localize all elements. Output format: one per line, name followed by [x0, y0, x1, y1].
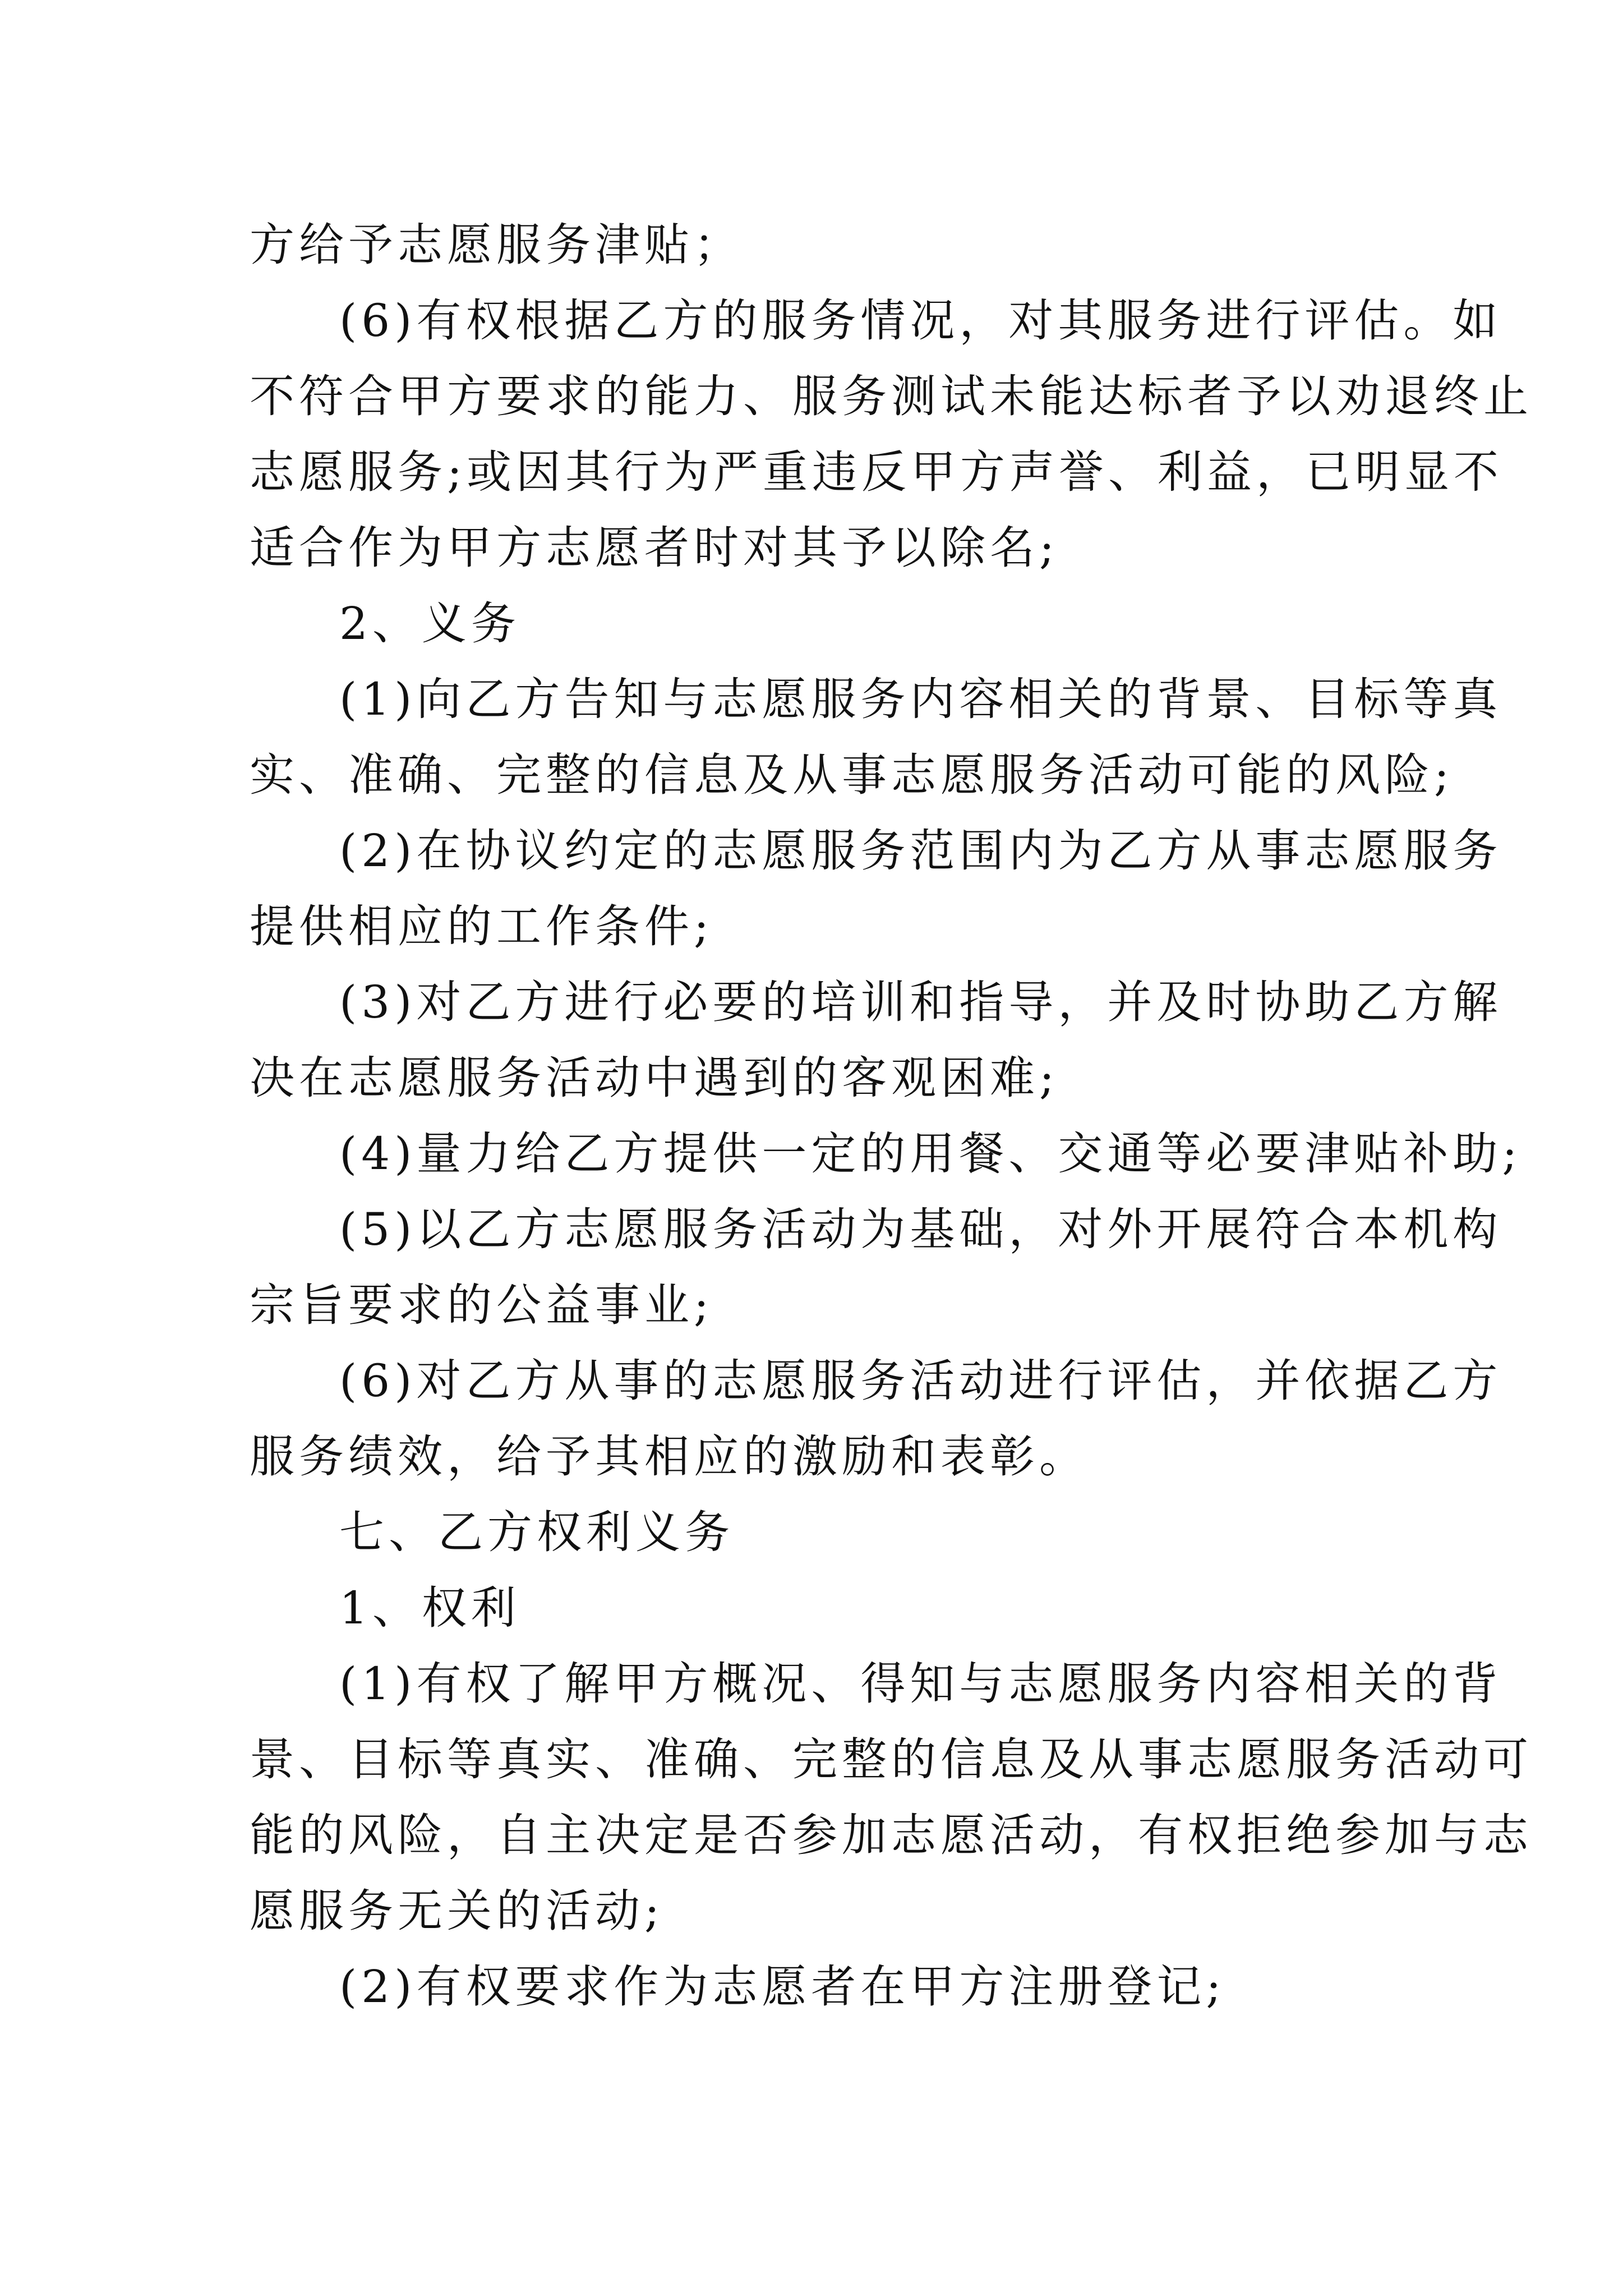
text-line: 提供相应的工作条件; — [250, 900, 713, 953]
section-heading: 七、乙方权利义务 — [339, 1506, 734, 1558]
text-line: (6)对乙方从事的志愿服务活动进行评估，并依据乙方 — [339, 1355, 1502, 1407]
text-line: (2)有权要求作为志愿者在甲方注册登记; — [339, 1961, 1226, 2013]
text-line: 志愿服务;或因其行为严重违反甲方声誉、利益，已明显不 — [250, 446, 1503, 498]
text-line: 不符合甲方要求的能力、服务测试未能达标者予以劝退终止 — [250, 370, 1533, 422]
text-line: 适合作为甲方志愿者时对其予以除名; — [250, 522, 1059, 574]
text-line: (5)以乙方志愿服务活动为基础，对外开展符合本机构 — [339, 1203, 1502, 1255]
text-line: (6)有权根据乙方的服务情况，对其服务进行评估。如 — [339, 295, 1502, 347]
section-heading: 2、义务 — [339, 597, 520, 650]
section-heading: 1、权利 — [339, 1582, 520, 1634]
text-line: 景、目标等真实、准确、完整的信息及从事志愿服务活动可 — [250, 1733, 1533, 1786]
text-line: (3)对乙方进行必要的培训和指导，并及时协助乙方解 — [339, 976, 1502, 1028]
text-line: 实、准确、完整的信息及从事志愿服务活动可能的风险; — [250, 749, 1454, 801]
text-line: 服务绩效，给予其相应的激励和表彰。 — [250, 1430, 1089, 1483]
text-line: 能的风险，自主决定是否参加志愿活动，有权拒绝参加与志 — [250, 1809, 1533, 1861]
text-line: (1)有权了解甲方概况、得知与志愿服务内容相关的背 — [339, 1658, 1502, 1710]
text-line: 宗旨要求的公益事业; — [250, 1279, 713, 1331]
text-line: (2)在协议约定的志愿服务范围内为乙方从事志愿服务 — [339, 825, 1502, 877]
text-line: 决在志愿服务活动中遇到的客观困难; — [250, 1052, 1059, 1104]
text-line: (4)量力给乙方提供一定的用餐、交通等必要津贴补助; — [339, 1128, 1522, 1180]
text-line: 方给予志愿服务津贴； — [250, 219, 743, 271]
text-line: 愿服务无关的活动; — [250, 1885, 664, 1937]
text-line: (1)向乙方告知与志愿服务内容相关的背景、目标等真 — [339, 673, 1502, 725]
